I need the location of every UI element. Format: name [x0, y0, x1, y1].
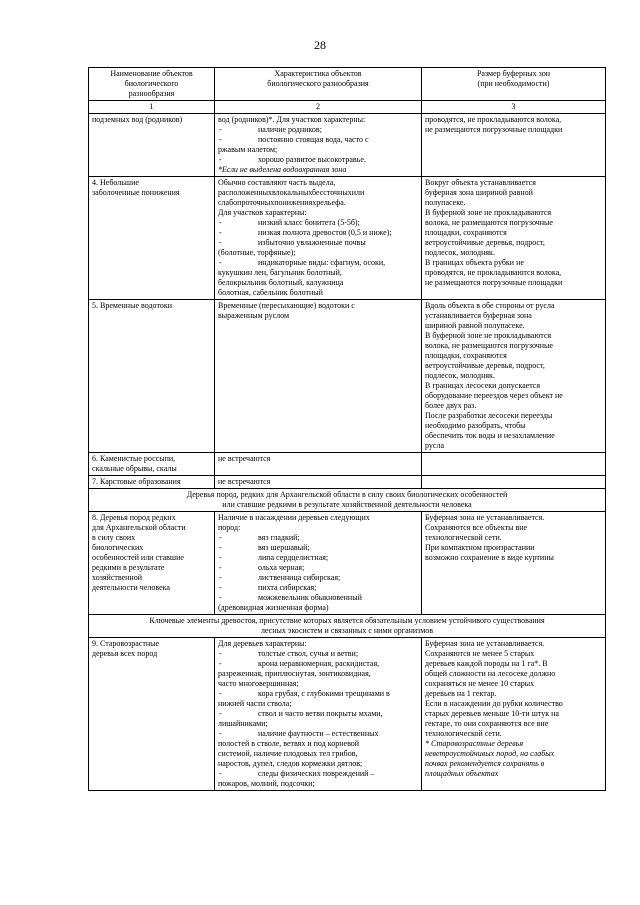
text-line: волока, не размещаются погрузочные [425, 341, 553, 350]
text-line: деревьев каждой породы на 1 га*. В [425, 659, 548, 668]
column-number: 3 [422, 101, 606, 114]
text-line: часто многовершинная; [218, 679, 299, 688]
text-line: Сохраняются все объекты вне [425, 523, 528, 532]
list-item: - избыточно увлажненные почвы [218, 238, 418, 248]
text-line: Сохраняются не менее 5 старых [425, 649, 535, 658]
text-line: лесных экосистем и связанных с ними организмов [260, 626, 434, 635]
text-line: подлесок, молодняк. [425, 371, 495, 380]
text-line: ржавым налетом; [218, 145, 278, 154]
text-line: системой, наличие плодовых тел грибов, [218, 749, 358, 758]
header-characteristics [215, 68, 422, 101]
table-row-rare-trees [89, 512, 606, 615]
text-line: гектаре, то они сохраняются все вне [425, 719, 549, 728]
table-row-depressions [89, 177, 606, 300]
list-item: - ствол и часто ветви покрыты мхами, [218, 709, 418, 719]
text-line: (древовидная жизненная форма) [218, 603, 329, 612]
table-row-karst [89, 476, 606, 489]
text-line: хозяйственной [92, 573, 142, 582]
text-line: расположенныхвлокальныхбессточныхили [218, 188, 365, 197]
text-line: русла [425, 441, 444, 450]
table-row-rocks [89, 453, 606, 476]
text-line: выраженным руслом [218, 311, 290, 320]
text-line: Если в насаждении до рубки количество [425, 699, 563, 708]
list-item: - наличие родников; [218, 125, 418, 135]
text-line: волока, не размещаются погрузочные [425, 218, 553, 227]
text-line: технологической сети. [425, 729, 502, 738]
text-line: слабопроточныхпониженияхрельефа. [218, 198, 346, 207]
list-item: - кора грубая, с глубокими трещинами в [218, 689, 418, 699]
text-line: необходимо разобрать, чтобы [425, 421, 526, 430]
list-item: - хорошо развитое высокотравье. [218, 155, 418, 165]
text-line: устанавливается буферная зона [425, 311, 532, 320]
buffer-zone-text [422, 512, 606, 615]
section-row-key-elements [89, 615, 606, 638]
list-item: - следы физических повреждений – [218, 769, 418, 779]
buffer-zone-text [422, 476, 606, 489]
text-line: При компактном произрастании [425, 543, 535, 552]
text-line: шириной равной полупасеке. [425, 321, 525, 330]
table-row-springs [89, 114, 606, 177]
text-line: 5. Временные водотоки [92, 301, 173, 310]
text-line: 8. Деревья пород редких [92, 513, 176, 522]
text-line: Вдоль объекта в обе стороны от русла [425, 301, 555, 310]
text-line: биологических [92, 543, 144, 552]
text-line: деревьев на 1 гектар. [425, 689, 497, 698]
object-characteristics [215, 300, 422, 453]
text-line: белокрыльник болотный, калужница [218, 278, 344, 287]
page-number: 28 [314, 38, 326, 52]
text-line: подлесок, молодняк. [425, 248, 495, 257]
list-item: - можжевельник обыкновенный [218, 593, 418, 603]
buffer-zone-text [422, 638, 606, 791]
text-line: не размещаются погрузочные площадки [425, 278, 563, 287]
object-name [89, 300, 215, 453]
text-line: площадных объектах [425, 769, 499, 778]
list-item: - ольха черная; [218, 563, 418, 573]
text-line: наростов, дупел, следов кормежки дятлов; [218, 759, 363, 768]
text-line: буферная зона шириной равной [425, 188, 533, 197]
text-line: редкими в результате [92, 563, 165, 572]
text-line: Размер буферных зон [476, 69, 550, 78]
text-line: проводятся, не прокладываются волока, [425, 115, 562, 124]
object-name [89, 114, 215, 177]
text-line: 6. Каменистые россыпи, [92, 454, 176, 463]
text-line: скальные обрывы, скалы [92, 464, 177, 473]
biodiversity-table [88, 67, 606, 791]
text-line: не размещаются погрузочные площадки [425, 125, 563, 134]
text-line: старых деревьев меньше 10-ти штук на [425, 709, 559, 718]
text-line: Для деревьев характерны: [218, 639, 307, 648]
column-number: 2 [215, 101, 422, 114]
text-line: лишайниками; [218, 719, 268, 728]
list-item: - пихта сибирская; [218, 583, 418, 593]
text-line: Наличие в насаждении деревьев следующих [218, 513, 370, 522]
text-line: болотная, сабельник болотный [218, 288, 323, 297]
text-line: (болотные, торфяные); [218, 248, 296, 257]
list-item: - низкий класс бонитета (5-5б); [218, 218, 418, 228]
text-line: Для участков характерны: [218, 208, 307, 217]
text-line: для Архангельской области [92, 523, 186, 532]
object-characteristics [215, 476, 422, 489]
text-line: пожаров, молний, подсочки; [218, 779, 315, 788]
text-line: 9. Старовозрастные [92, 639, 160, 648]
text-line: Характеристика объектов [274, 69, 362, 78]
text-line: (при необходимости) [477, 79, 550, 88]
text-line: В буферной зоне не прокладываются [425, 208, 552, 217]
text-line: Вокруг объекта устанавливается [425, 178, 536, 187]
text-line: кукушкин лен, багульник болотный, [218, 268, 342, 277]
text-line: возможно сохранение в виде куртины [425, 553, 554, 562]
text-line: сохраняться не менее 10 старых [425, 679, 535, 688]
text-line: почвах рекомендуется сохранять в [425, 759, 545, 768]
object-characteristics [215, 638, 422, 791]
text-line: общей сложности на лесосеке должно [425, 669, 556, 678]
list-item: - индикаторные виды: сфагнум, осоки, [218, 258, 418, 268]
text-line: не встречаются [218, 454, 271, 463]
object-name [89, 638, 215, 791]
list-item: - постоянно стоящая вода, часто с [218, 135, 418, 145]
list-item: - низкая полнота древостоя (0,5 и ниже); [218, 228, 418, 238]
list-item: - наличие фаутности – естественных [218, 729, 418, 739]
text-line: 4. Небольшие [92, 178, 139, 187]
text-line: пород: [218, 523, 241, 532]
column-number: 1 [89, 101, 215, 114]
column-number-row [89, 101, 606, 114]
text-line: полупасеке. [425, 198, 466, 207]
text-line: проводятся, не прокладываются волока, [425, 268, 562, 277]
list-item: - лиственница сибирская; [218, 573, 418, 583]
section-heading [89, 489, 606, 512]
text-line: В границах объекта рубки не [425, 258, 524, 267]
section-heading [89, 615, 606, 638]
text-line: полостей в стволе, ветвях и под корневой [218, 739, 360, 748]
table-row-streams [89, 300, 606, 453]
object-characteristics [215, 114, 422, 177]
text-line: особенностей или ставшие [92, 553, 184, 562]
buffer-zone-text [422, 453, 606, 476]
object-name [89, 177, 215, 300]
list-item: - крона неравномерная, раскидистая, [218, 659, 418, 669]
text-line: *Если не выделена водоохранная зона [218, 165, 347, 174]
object-characteristics [215, 177, 422, 300]
text-line: разреженная, приплюснутая, зонтиковидная, [218, 669, 371, 678]
buffer-zone-note [425, 739, 602, 779]
text-line: оборудование переездов через объект не [425, 391, 563, 400]
text-line: или ставшие редкими в результате хозяйственной деятельности человека [222, 500, 472, 509]
text-line: в силу своих [92, 533, 136, 542]
text-line: 7. Карстовые образования [92, 477, 181, 486]
text-line: более двух раз. [425, 401, 477, 410]
text-line: * Старовозрастные деревья [425, 739, 524, 748]
text-line: Наименование объектов [110, 69, 193, 78]
text-line: заболоченные понижения [92, 188, 180, 197]
text-line: деревья всех пород [92, 649, 158, 658]
text-line: ветроустойчивые деревья, подрост, [425, 361, 545, 370]
header-objects [89, 68, 215, 101]
object-name [89, 453, 215, 476]
text-line: площадки, сохраняются [425, 351, 507, 360]
section-row-rare-trees [89, 489, 606, 512]
object-characteristics [215, 453, 422, 476]
object-characteristics [215, 512, 422, 615]
text-line: Ключевые элементы древостоя, присутствие которых является обязательным условием устойчивого существования [149, 616, 545, 625]
header-buffer-zones [422, 68, 606, 101]
text-line: деятельности человека [92, 583, 170, 592]
list-item: - вяз гладкий; [218, 533, 418, 543]
text-line: ветроустойчивые деревья, подрост, [425, 238, 545, 247]
list-item: - толстые ствол, сучья и ветви; [218, 649, 418, 659]
text-line: обеспечить ток воды и незахламление [425, 431, 555, 440]
text-line: площадки, сохраняются [425, 228, 507, 237]
text-line: В буферной зоне не прокладываются [425, 331, 552, 340]
buffer-zone-text [422, 114, 606, 177]
text-line: неветроустойчивых пород, на слабых [425, 749, 555, 758]
text-line: не встречаются [218, 477, 271, 486]
text-line: разнообразия [128, 89, 175, 98]
list-item: - липа сердцелистная; [218, 553, 418, 563]
text-line: подземных вод (родников) [92, 115, 183, 124]
text-line: нижней части ствола; [218, 699, 292, 708]
text-line: После разработки лесосеки переезды [425, 411, 553, 420]
buffer-zone-text [422, 300, 606, 453]
buffer-zone-lines [425, 639, 602, 739]
table-row-old-trees [89, 638, 606, 791]
header-row [89, 68, 606, 101]
text-line: вод (родников)*. Для участков характерны: [218, 115, 366, 124]
text-line: биологического [124, 79, 179, 88]
text-line: Обычно составляют часть выдела, [218, 178, 336, 187]
text-line: биологического разнообразия [267, 79, 369, 88]
text-line: Буферная зона не устанавливается. [425, 513, 545, 522]
object-name [89, 512, 215, 615]
text-line: В границах лесосеки допускается [425, 381, 541, 390]
buffer-zone-text [422, 177, 606, 300]
list-item: - вяз шершавый; [218, 543, 418, 553]
text-line: Буферная зона не устанавливается. [425, 639, 545, 648]
text-line: Деревья пород, редких для Архангельской области в силу своих биологических особенностей [186, 490, 508, 499]
object-name [89, 476, 215, 489]
text-line: технологической сети. [425, 533, 502, 542]
text-line: Временные (пересыхающие) водотоки с [218, 301, 355, 310]
